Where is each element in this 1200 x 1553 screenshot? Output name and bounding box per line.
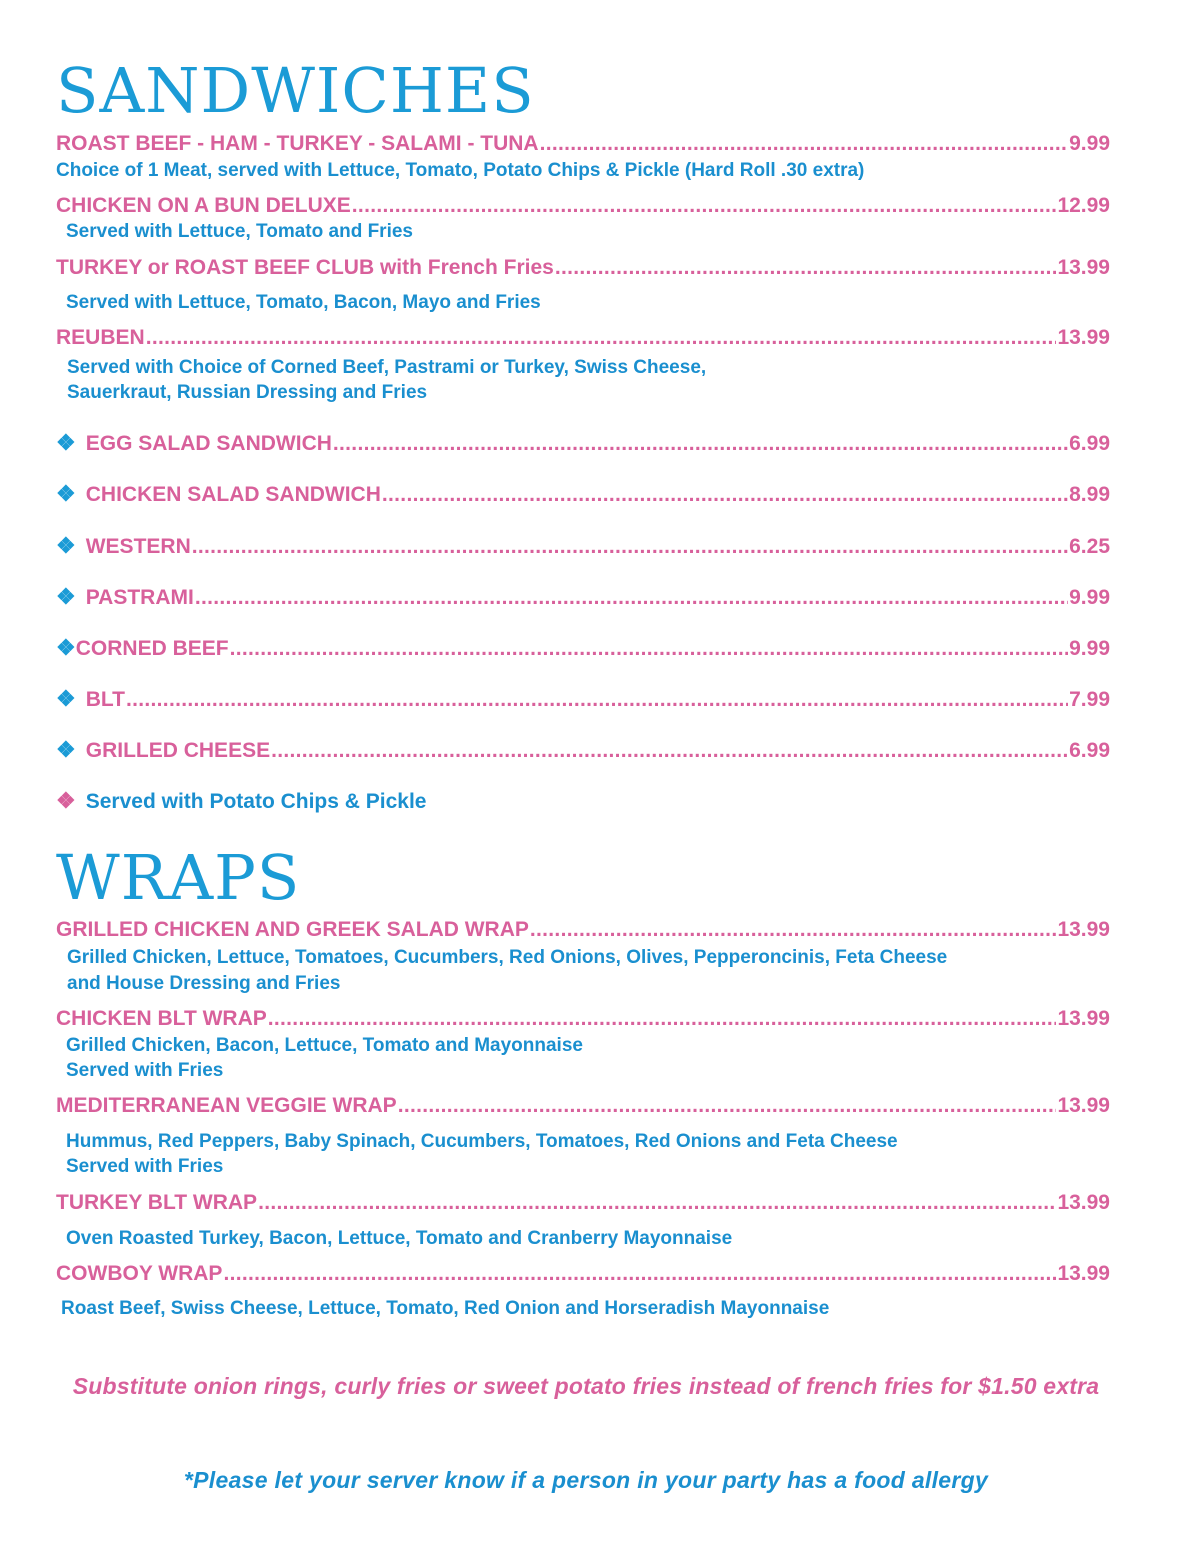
diamond-cluster-icon: ❖ [56, 686, 76, 711]
menu-item [56, 1007, 1110, 1031]
dot-leader [258, 1191, 1056, 1215]
diamond-cluster-icon: ❖ [56, 584, 76, 609]
item-price: 9.99 [1069, 637, 1110, 660]
item-price: 6.25 [1069, 535, 1110, 558]
menu-item [56, 918, 1110, 942]
item-price: 6.99 [1069, 739, 1110, 762]
item-description: and House Dressing and Fries [67, 973, 341, 994]
item-description: Roast Beef, Swiss Cheese, Lettuce, Tomato, Red Onion and Horseradish Mayonnaise [61, 1298, 830, 1319]
menu-item [56, 482, 1110, 507]
item-price: 9.99 [1069, 586, 1110, 609]
diamond-cluster-icon: ❖ [56, 533, 76, 558]
item-name: CHICKEN SALAD SANDWICH [85, 483, 381, 506]
menu-item [56, 132, 1110, 156]
item-price: 6.99 [1069, 432, 1110, 455]
menu-item [56, 1094, 1110, 1118]
item-description: Sauerkraut, Russian Dressing and Fries [67, 382, 428, 403]
menu-item [56, 738, 1110, 763]
item-name: ROAST BEEF - HAM - TURKEY - SALAMI - TUNA [56, 132, 539, 155]
item-price: 13.99 [1057, 1094, 1110, 1117]
dot-leader [352, 194, 1057, 218]
item-description: Served with Choice of Corned Beef, Pastrami or Turkey, Swiss Cheese, [67, 357, 707, 378]
dot-leader [530, 918, 1057, 942]
item-price: 13.99 [1057, 326, 1110, 349]
item-name: GRILLED CHICKEN AND GREEK SALAD WRAP [56, 918, 529, 941]
item-price: 7.99 [1069, 688, 1110, 711]
dot-leader [398, 1094, 1057, 1118]
wraps-heading: WRAPS [56, 841, 301, 914]
item-price: 9.99 [1069, 132, 1110, 155]
item-description: Grilled Chicken, Bacon, Lettuce, Tomato and Mayonnaise [66, 1035, 583, 1056]
substitution-note: Substitute onion rings, curly fries or sweet potato fries instead of french fries for $1.50 extra [72, 1373, 1100, 1399]
dot-leader [271, 739, 1068, 763]
item-name: GRILLED CHEESE [85, 739, 271, 762]
menu-item [56, 636, 1110, 661]
menu-item [56, 687, 1110, 712]
dot-leader [146, 326, 1057, 350]
sandwich-note [56, 788, 426, 814]
dot-leader [333, 432, 1068, 456]
dot-leader [268, 1007, 1057, 1031]
dot-leader [555, 256, 1057, 280]
item-name: PASTRAMI [85, 586, 194, 609]
diamond-cluster-icon: ❖ [56, 481, 76, 506]
item-name: COWBOY WRAP [56, 1262, 223, 1285]
menu-item [56, 326, 1110, 350]
item-name: MEDITERRANEAN VEGGIE WRAP [56, 1094, 397, 1117]
dot-leader [223, 1262, 1056, 1286]
dot-leader [195, 586, 1068, 610]
note-text: Served with Potato Chips & Pickle [85, 790, 427, 813]
item-name: REUBEN [56, 326, 145, 349]
item-description: Served with Lettuce, Tomato, Bacon, Mayo and Fries [66, 292, 541, 313]
item-name: BLT [85, 688, 125, 711]
allergy-notice: *Please let your server know if a person in your party has a food allergy [183, 1467, 989, 1493]
menu-item [56, 431, 1110, 456]
item-name: TURKEY BLT WRAP [56, 1191, 258, 1214]
item-price: 13.99 [1057, 1191, 1110, 1214]
sandwiches-heading: SANDWICHES [56, 54, 535, 127]
item-price: 12.99 [1057, 194, 1110, 217]
dot-leader [382, 483, 1068, 507]
item-description: Served with Fries [66, 1060, 224, 1081]
diamond-cluster-icon: ❖ [56, 788, 76, 813]
item-name: EGG SALAD SANDWICH [85, 432, 332, 455]
item-description: Hummus, Red Peppers, Baby Spinach, Cucumbers, Tomatoes, Red Onions and Feta Cheese [66, 1131, 898, 1152]
menu-item [56, 585, 1110, 610]
item-description: Choice of 1 Meat, served with Lettuce, Tomato, Potato Chips & Pickle (Hard Roll .30 extra) [56, 160, 865, 181]
dot-leader [540, 132, 1069, 156]
item-price: 13.99 [1057, 1007, 1110, 1030]
item-price: 13.99 [1057, 256, 1110, 279]
dot-leader [126, 688, 1068, 712]
item-price: 8.99 [1069, 483, 1110, 506]
dot-leader [192, 535, 1068, 559]
item-price: 13.99 [1057, 918, 1110, 941]
menu-item [56, 534, 1110, 559]
item-name: CORNED BEEF [75, 637, 229, 660]
item-price: 13.99 [1057, 1262, 1110, 1285]
item-name: CHICKEN ON A BUN DELUXE [56, 194, 351, 217]
menu-item [56, 1262, 1110, 1286]
item-name: TURKEY or ROAST BEEF CLUB with French Fries [56, 256, 554, 279]
menu-item [56, 194, 1110, 218]
menu-item [56, 256, 1110, 280]
diamond-cluster-icon: ❖ [56, 737, 76, 762]
diamond-cluster-icon: ❖ [56, 635, 76, 660]
item-description: Oven Roasted Turkey, Bacon, Lettuce, Tomato and Cranberry Mayonnaise [66, 1228, 733, 1249]
menu-item [56, 1191, 1110, 1215]
item-name: WESTERN [85, 535, 191, 558]
item-name: CHICKEN BLT WRAP [56, 1007, 267, 1030]
diamond-cluster-icon: ❖ [56, 430, 76, 455]
item-description: Served with Fries [66, 1156, 224, 1177]
item-description: Served with Lettuce, Tomato and Fries [66, 221, 413, 242]
dot-leader [230, 637, 1069, 661]
item-description: Grilled Chicken, Lettuce, Tomatoes, Cucumbers, Red Onions, Olives, Pepperoncinis, Feta Cheese [67, 947, 948, 968]
